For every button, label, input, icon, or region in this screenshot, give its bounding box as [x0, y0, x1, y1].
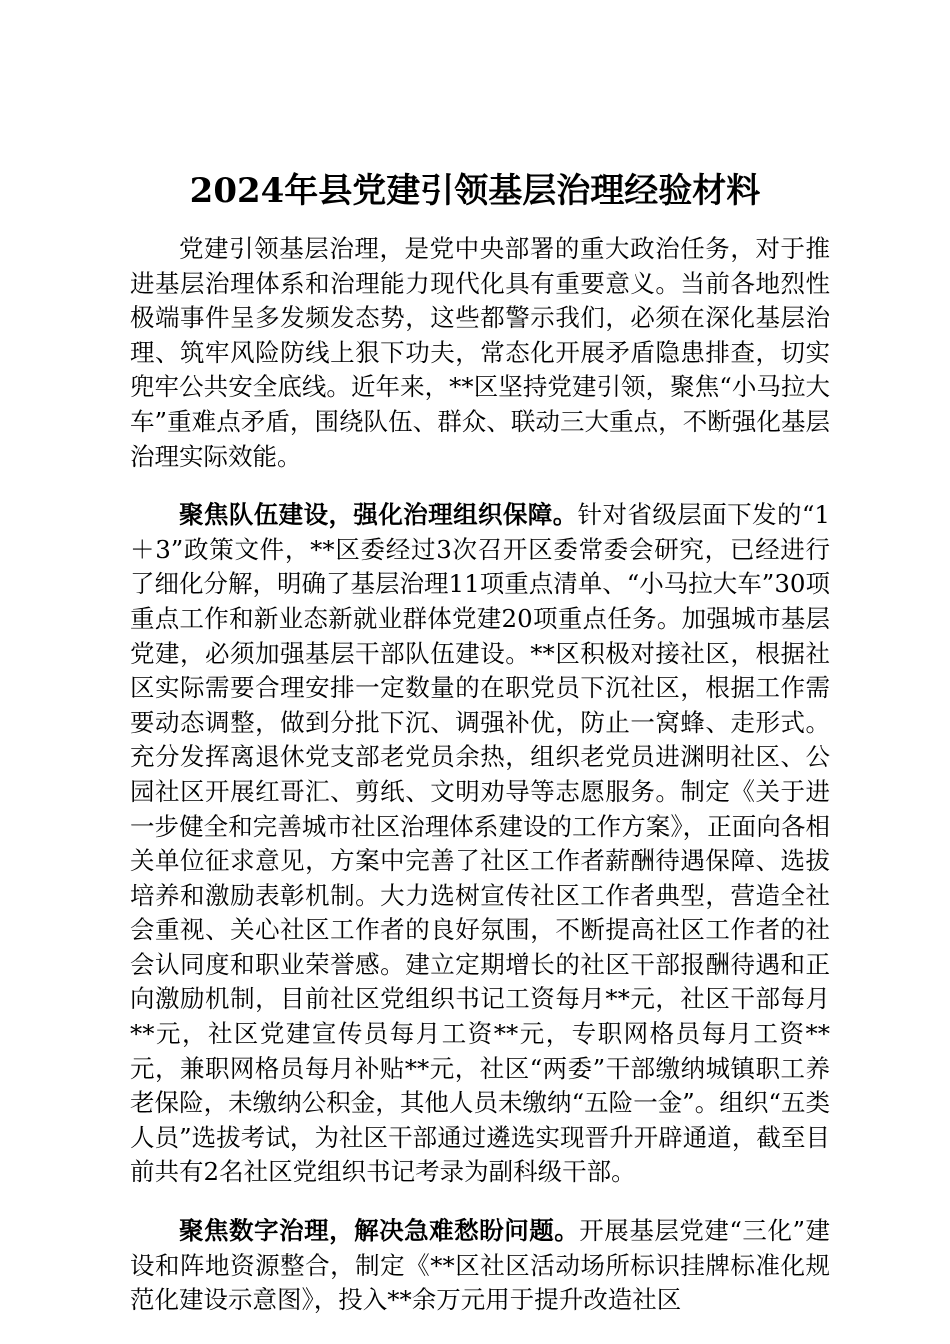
document-title: 2024年县党建引领基层治理经验材料 — [189, 171, 761, 211]
paragraph-digital-governance — [130, 1214, 830, 1318]
paragraph-heading: 聚焦数字治理，解决急难愁盼问题。 — [179, 1216, 580, 1246]
paragraph-text: 开展基层党建“三化”建设和阵地资源整合，制定《**区社区活动场所标识挂牌标准化规范化建设示意图》，投入**余万元用于提升改造社区 — [130, 1216, 830, 1315]
paragraph-intro — [130, 232, 830, 474]
paragraph-heading: 聚焦队伍建设，强化治理组织保障。 — [179, 500, 578, 530]
paragraph-text: 针对省级层面下发的“1＋3”政策文件，**区委经过3次召开区委常委会研究，已经进行了细化分解，明确了基层治理11项重点清单、“小马拉大车”30项重点工作和新业态新就业群体党建20项重点任务。加强城市基层党建，必须加强基层干部队伍建设。**区积极对接社区，根据社区实际需要合理安排一定数量的在职党员下沉社区，根据工作需要动态调整，做到分批下沉、调强补优，防止一窝蜂、走形式。充分发挥离退休党支部老党员余热，组织老党员进渊明社区、公园社区开展红哥汇、剪纸、文明劝导等志愿服务。制定《关于进一步健全和完善城市社区治理体系建设的工作方案》，正面向各相关单位征求意见，方案中完善了社区工作者薪酬待遇保障、选拔培养和激励表彰机制。大力选树宣传社区工作者典型，营造全社会重视、关心社区工作者的良好氛围，不断提高社区工作者的社会认同度和职业荣誉感。建立定期增长的社区干部报酬待遇和正向激励机制，目前社区党组织书记工资每月**元，社区干部每月**元，社区党建宣传员每月工资**元，专职网格员每月工资**元，兼职网格员每月补贴**元，社区“两委”干部缴纳城镇职工养老保险，未缴纳公积金，其他人员未缴纳“五险一金”。组织“五类人员”选拔考试，为社区干部通过遴选实现晋升开辟通道，截至目前共有2名社区党组织书记考录为副科级干部。 — [130, 500, 830, 1187]
paragraph-text: 党建引领基层治理，是党中央部署的重大政治任务，对于推进基层治理体系和治理能力现代化具有重要意义。当前各地烈性极端事件呈多发频发态势，这些都警示我们，必须在深化基层治理、筑牢风险防线上狠下功夫，常态化开展矛盾隐患排查，切实兜牢公共安全底线。近年来，**区坚持党建引领，聚焦“小马拉大车”重难点矛盾，围绕队伍、群众、联动三大重点，不断强化基层治理实际效能。 — [130, 234, 830, 471]
document-body — [130, 232, 830, 1342]
paragraph-team-building — [130, 498, 830, 1190]
